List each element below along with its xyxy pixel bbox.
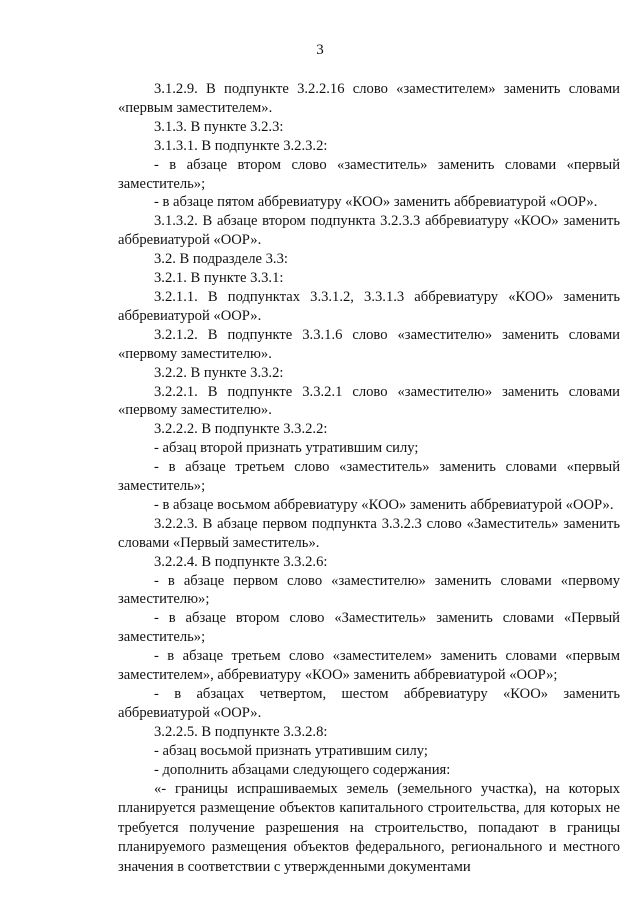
paragraph: 3.2.2.2. В подпункте 3.3.2.2:	[154, 421, 328, 438]
paragraph: - в абзаце восьмом аббревиатуру «КОО» заменить аббревиатурой «ООР».	[154, 496, 614, 513]
paragraph: - в абзаце втором слово «Заместитель» заменить словами «Первый заместитель»;	[118, 610, 620, 646]
paragraph: 3.1.3. В пункте 3.2.3:	[154, 118, 284, 135]
paragraph: 3.2.2.5. В подпункте 3.3.2.8:	[154, 723, 328, 740]
paragraph: 3.1.3.2. В абзаце втором подпункта 3.2.3.3 аббревиатуру «КОО» заменить аббревиатурой «ООР».	[118, 213, 620, 249]
paragraph: - дополнить абзацами следующего содержания:	[154, 761, 451, 778]
paragraph: 3.2.1.2. В подпункте 3.3.1.6 слово «заместителю» заменить словами «первому заместителю».	[118, 326, 620, 362]
paragraph: - в абзаце втором слово «заместитель» заменить словами «первый заместитель»;	[118, 156, 620, 192]
paragraph: - в абзаце третьем слово «заместитель» заменить словами «первый заместитель»;	[118, 459, 620, 495]
paragraph: - в абзацах четвертом, шестом аббревиатуру «КОО» заменить аббревиатурой «ООР».	[118, 686, 620, 721]
paragraph: - абзац второй признать утратившим силу;	[154, 440, 419, 457]
paragraph: 3.2.1.1. В подпунктах 3.3.1.2, 3.3.1.3 аббревиатуру «КОО» заменить аббревиатурой «ООР».	[118, 288, 620, 324]
paragraph: - абзац восьмой признать утратившим силу;	[154, 742, 428, 759]
paragraph: 3.2.2.4. В подпункте 3.3.2.6:	[154, 553, 328, 570]
paragraph: 3.2.2.3. В абзаце первом подпункта 3.3.2.3 слово «Заместитель» заменить словами «Первый заместитель».	[118, 515, 620, 551]
paragraph: «- границы испрашиваемых земель (земельного участка), на которых планируется размещение объектов капитального строительства, для которых не требуется получение разрешения на строительство, попадают в границы планируемого размещения объектов федерального, регионального и местного значения в соответствии с утвержденными документами	[118, 780, 620, 875]
paragraph: - в абзаце пятом аббревиатуру «КОО» заменить аббревиатурой «ООР».	[154, 194, 598, 211]
paragraph: - в абзаце третьем слово «заместителем» заменить словами «первым заместителем», аббревиатуру «КОО» заменить аббревиатурой «ООР»;	[118, 648, 620, 684]
paragraph: 3.2.2.1. В подпункте 3.3.2.1 слово «заместителю» заменить словами «первому заместителю».	[118, 383, 620, 419]
paragraph: 3.1.2.9. В подпункте 3.2.2.16 слово «заместителем» заменить словами «первым заместителем».	[118, 81, 620, 116]
paragraph: 3.2.1. В пункте 3.3.1:	[154, 270, 284, 287]
paragraph: 3.1.3.1. В подпункте 3.2.3.2:	[154, 137, 328, 154]
page-number: 3	[316, 42, 324, 58]
paragraph: 3.2. В подразделе 3.3:	[154, 251, 288, 268]
paragraph: - в абзаце первом слово «заместителю» заменить словами «первому заместителю»;	[118, 572, 620, 608]
document-body	[118, 80, 620, 877]
paragraph: 3.2.2. В пункте 3.3.2:	[154, 364, 284, 381]
